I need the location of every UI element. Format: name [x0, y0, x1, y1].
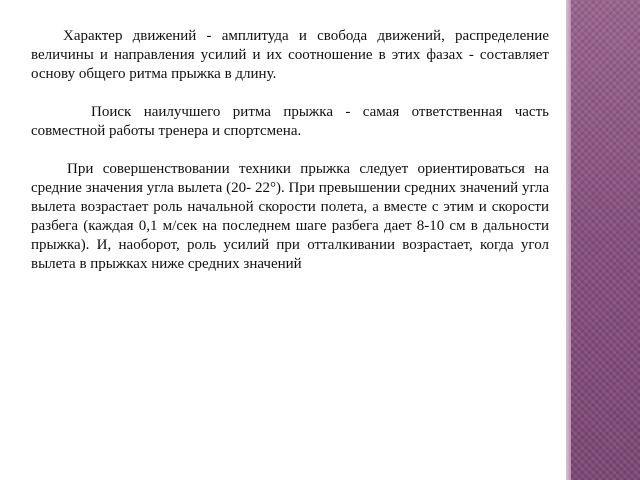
slide-text-body [31, 27, 549, 293]
paragraph-rhythm-search: Поиск наилучшего ритма прыжка - самая ответственная часть совместной работы тренера и спортсмена. [31, 104, 549, 139]
decorative-sidebar [571, 0, 640, 480]
paragraph-rhythm-definition: Характер движений - амплитуда и свобода движений, распределение величины и направления усилий и их соотношение в этих фазах - составляет основу общего ритма прыжка в длину. [31, 28, 549, 82]
paragraph-takeoff-angle: При совершенствовании техники прыжка следует ориентироваться на средние значения угла вылета (20- 22°). При превышении средних значений угла вылета возрастает роль начальной скорости полета, а вместе с этим и скорости разбега (каждая 0,1 м/сек на последнем шаге разбега дает 8-10 см в дальности прыжка). И, наоборот, роль усилий при отталкивании возрастает, когда угол вылета в прыжках ниже средних значений [31, 161, 549, 272]
